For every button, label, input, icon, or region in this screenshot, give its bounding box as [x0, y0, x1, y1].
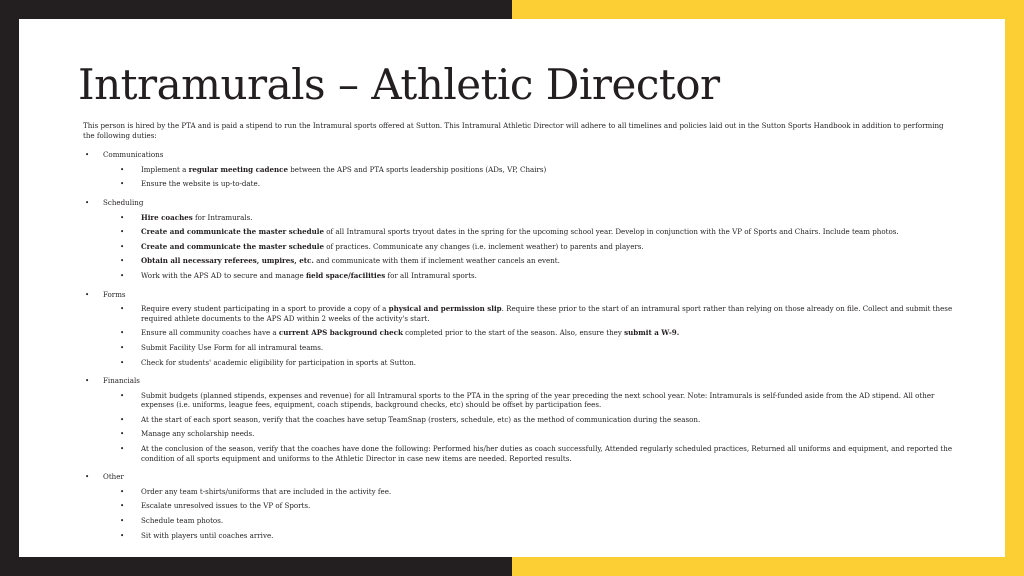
section-heading: Financials: [103, 376, 140, 386]
bullet-icon: •: [120, 270, 125, 280]
bullet-icon: •: [120, 390, 125, 400]
bullet-icon: •: [120, 241, 125, 251]
bullet-icon: •: [120, 179, 125, 189]
top-border-accent: [512, 0, 1024, 19]
intro-paragraph: This person is hired by the PTA and is paid a stipend to run the Intramural sports offered at Sutton. This Intramural Athletic Director will adhere to all timelines and policies laid out in the Sutton Sports Handbook in addition to performing the following duties:: [83, 121, 944, 140]
list-item: [103, 429, 953, 439]
bullet-icon: •: [120, 328, 125, 338]
section-heading: Scheduling: [103, 197, 144, 207]
bullet-icon: •: [120, 414, 125, 424]
right-border: [1005, 0, 1024, 576]
emphasis-text: Create and communicate the master schedule: [141, 227, 325, 237]
item-text: Submit Facility Use Form for all intramural teams.: [141, 342, 324, 352]
bullet-icon: •: [85, 472, 90, 482]
bullet-icon: •: [85, 289, 90, 299]
item-text: Require every student participating in a sport to provide a copy of a: [141, 304, 389, 314]
bullet-icon: •: [85, 150, 90, 160]
list-item: [103, 487, 953, 497]
item-text: At the start of each sport season, verify that the coaches have setup TeamSnap (rosters, schedule, etc) as the method of communication during the season.: [141, 414, 701, 424]
list-item: [103, 391, 953, 410]
emphasis-text: regular meeting cadence: [188, 164, 288, 174]
item-text: Submit budgets (planned stipends, expenses and revenue) for all Intramural sports to the PTA in the spring of the year preceding the next school year. Note: Intramurals is self-funded aside from the AD stipend. All other expenses (i.e. uniforms, league fees, equipment, coach stipends, background checks, etc) should be offset by participation fees.: [141, 390, 935, 410]
bullet-icon: •: [120, 516, 125, 526]
list-item: [103, 227, 953, 237]
list-item: [103, 328, 953, 338]
item-text: Check for students' academic eligibility for participation in sports at Sutton.: [141, 357, 417, 367]
item-text: Implement a: [141, 164, 189, 174]
bullet-icon: •: [120, 357, 125, 367]
item-text: completed prior to the start of the season. Also, ensure they: [402, 328, 625, 338]
bullet-icon: •: [120, 227, 125, 237]
list-item: [103, 415, 953, 425]
list-item: [103, 256, 953, 266]
item-text: Escalate unresolved issues to the VP of Sports.: [141, 501, 311, 511]
item-text: Order any team t-shirts/uniforms that are included in the activity fee.: [141, 486, 392, 496]
bottom-border-accent: [512, 557, 1024, 576]
bullet-icon: •: [85, 376, 90, 386]
section-scheduling: [83, 198, 953, 281]
emphasis-text: physical and permission slip: [388, 304, 502, 314]
list-item: [103, 516, 953, 526]
item-text: Ensure the website is up-to-date.: [141, 179, 260, 189]
top-border-dark: [0, 0, 512, 19]
bullet-icon: •: [120, 304, 125, 314]
bullet-icon: •: [120, 256, 125, 266]
item-text: Schedule team photos.: [141, 516, 224, 526]
item-text: Work with the APS AD to secure and manage: [141, 270, 306, 280]
slide-body: [83, 121, 953, 549]
list-item: [103, 358, 953, 368]
list-item: [103, 165, 953, 175]
emphasis-text: field space/facilities: [305, 270, 386, 280]
slide-title: Intramurals – Athletic Director: [78, 60, 720, 109]
section-forms: [83, 290, 953, 368]
section-other: [83, 472, 953, 540]
section-heading: Forms: [103, 289, 126, 299]
list-item: [103, 242, 953, 252]
emphasis-text: Obtain all necessary referees, umpires, etc.: [141, 256, 314, 266]
emphasis-text: Hire coaches: [141, 212, 193, 222]
item-text: Ensure all community coaches have a: [141, 328, 279, 338]
bullet-icon: •: [85, 197, 90, 207]
list-item: [103, 343, 953, 353]
item-text: of practices. Communicate any changes (i.e. inclement weather) to parents and players.: [324, 241, 644, 251]
list-item: [103, 213, 953, 223]
bullet-icon: •: [120, 164, 125, 174]
item-text: of all Intramural sports tryout dates in the spring for the upcoming school year. Develop in conjunction with the VP of Sports and Chairs. Include team photos.: [324, 227, 899, 237]
item-text: for all Intramural sports.: [385, 270, 477, 280]
bullet-icon: •: [120, 501, 125, 511]
item-text: between the APS and PTA sports leadership positions (ADs, VP, Chairs): [287, 164, 547, 174]
section-heading: Other: [103, 472, 124, 482]
bullet-icon: •: [120, 530, 125, 540]
bullet-icon: •: [120, 444, 125, 454]
bullet-icon: •: [120, 342, 125, 352]
section-communications: [83, 150, 953, 189]
bullet-icon: •: [120, 486, 125, 496]
list-item: [103, 179, 953, 189]
list-item: [103, 531, 953, 541]
left-border: [0, 0, 19, 576]
section-heading: Communications: [103, 150, 164, 160]
bullet-icon: •: [120, 429, 125, 439]
list-item: [103, 271, 953, 281]
item-text: At the conclusion of the season, verify that the coaches have done the following: Performed his/her duties as coach successfully, Attended regularly scheduled practices, Returned all uniforms and equipment, and reported the condition of all sports equipment and uniforms to the Athletic Director in case new items are needed. Reported results.: [141, 444, 953, 463]
item-text: for Intramurals.: [192, 212, 253, 222]
list-item: [103, 304, 953, 323]
item-text: Sit with players until coaches arrive.: [141, 530, 274, 540]
emphasis-text: submit a W-9.: [624, 328, 680, 338]
item-text: Manage any scholarship needs.: [141, 429, 255, 439]
item-text: and communicate with them if inclement weather cancels an event.: [313, 256, 560, 266]
item-text: . Require these prior to the start of an intramural sport rather than relying on those already on file. Collect and submit these required athlete documents to the APS AD within 2 weeks of the activity's start.: [141, 304, 953, 323]
bullet-icon: •: [120, 212, 125, 222]
section-financials: [83, 376, 953, 463]
duty-sections: [83, 150, 953, 540]
list-item: [103, 501, 953, 511]
emphasis-text: current APS background check: [278, 328, 403, 338]
list-item: [103, 444, 953, 463]
bottom-border-dark: [0, 557, 512, 576]
emphasis-text: Create and communicate the master schedule: [141, 241, 325, 251]
